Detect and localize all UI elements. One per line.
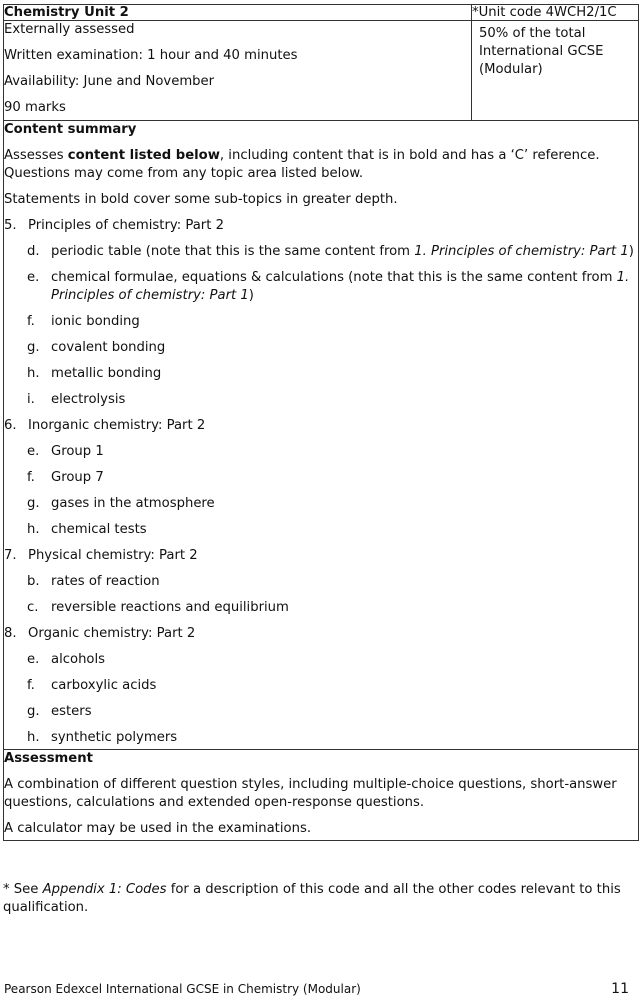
subtopic-text-part: periodic table (note that this is the same content from: [51, 244, 415, 259]
subtopic-item: [4, 269, 638, 305]
assessment-description: A combination of different question styles, including multiple-choice questions, short-answer questions, calculations and extended open-response questions.: [4, 777, 617, 810]
subtopic-item: [4, 495, 638, 513]
subtopic-text: rates of reaction: [51, 574, 160, 589]
subtopic-letter: f.: [27, 470, 35, 485]
content-intro: [4, 147, 638, 183]
topic-label: Inorganic chemistry: Part 2: [28, 418, 206, 433]
info-line: Availability: June and November: [4, 74, 215, 89]
subtopic-letter: e.: [27, 652, 40, 667]
subtopic-text: [51, 269, 638, 305]
content-summary-heading: Content summary: [4, 122, 137, 137]
subtopic-text: gases in the atmosphere: [51, 496, 215, 511]
subtopic-letter: g.: [27, 704, 40, 719]
subtopic-item: [4, 729, 638, 747]
subtopic-letter: b.: [27, 574, 40, 589]
intro-text: Assesses: [4, 148, 68, 163]
topic-number: 6.: [4, 418, 17, 433]
page-number: 11: [611, 981, 629, 997]
info-line: 90 marks: [4, 100, 66, 115]
topic-number: 7.: [4, 548, 17, 563]
subtopic-item: [4, 521, 638, 539]
subtopic-text: Group 7: [51, 470, 104, 485]
subtopic-text: esters: [51, 704, 92, 719]
calculator-note: A calculator may be used in the examinations.: [4, 821, 312, 836]
topic-item: [4, 417, 638, 435]
subtopic-text: ionic bonding: [51, 314, 140, 329]
subtopic-item: [4, 313, 638, 331]
footnote-text: * See: [3, 882, 43, 897]
unit-title: Chemistry Unit 2: [4, 5, 472, 21]
subtopic-item: [4, 243, 638, 261]
subtopic-item: [4, 651, 638, 669]
footnote: [3, 881, 623, 917]
subtopic-item: [4, 443, 638, 461]
subtopic-letter: h.: [27, 730, 40, 745]
weight-info: [472, 21, 639, 121]
subtopic-letter: g.: [27, 496, 40, 511]
subtopic-item: [4, 365, 638, 383]
subtopic-text: covalent bonding: [51, 340, 166, 355]
subtopic-letter: c.: [27, 600, 39, 615]
subtopic-text: Group 1: [51, 444, 104, 459]
footnote-text-rest: for a description of this code and all the other codes relevant to this qualification.: [3, 882, 621, 915]
subtopic-item: [4, 573, 638, 591]
subtopic-letter: g.: [27, 340, 40, 355]
bold-note: Statements in bold cover some sub-topics in greater depth.: [4, 192, 398, 207]
subtopic-letter: d.: [27, 244, 40, 259]
intro-text-rest: , including content that is in bold and has a ‘C’ reference. Questions may come from any topic area listed below.: [4, 148, 600, 181]
subtopic-letter: e.: [27, 270, 40, 285]
subtopic-text-part: chemical formulae, equations & calculations (note that this is the same content from: [51, 270, 617, 285]
topic-item: [4, 625, 638, 643]
footnote-link: Appendix 1: Codes: [42, 882, 167, 897]
subtopic-item: [4, 703, 638, 721]
subtopic-text: chemical tests: [51, 522, 147, 537]
content-summary-section: [4, 121, 639, 750]
subtopic-letter: i.: [27, 392, 35, 407]
subtopic-letter: e.: [27, 444, 40, 459]
subtopic-item: [4, 469, 638, 487]
subtopic-text: synthetic polymers: [51, 730, 178, 745]
info-line: Externally assessed: [4, 22, 135, 37]
subtopic-item: [4, 391, 638, 409]
subtopic-text-part: ): [248, 288, 254, 303]
subtopic-item: [4, 599, 638, 617]
subtopic-letter: h.: [27, 366, 40, 381]
topic-item: [4, 547, 638, 565]
subtopic-text: carboxylic acids: [51, 678, 157, 693]
subtopic-text: electrolysis: [51, 392, 126, 407]
subtopic-ref: 1. Principles of chemistry: Part 1: [51, 270, 630, 303]
topic-number: 8.: [4, 626, 17, 641]
assessment-section: [4, 750, 639, 841]
topic-number: 5.: [4, 218, 17, 233]
subtopic-letter: f.: [27, 678, 35, 693]
assessment-heading: Assessment: [4, 751, 93, 766]
subtopic-item: [4, 677, 638, 695]
topic-label: Organic chemistry: Part 2: [28, 626, 196, 641]
subtopic-letter: f.: [27, 314, 35, 329]
subtopic-text: reversible reactions and equilibrium: [51, 600, 289, 615]
subtopic-item: [4, 339, 638, 357]
weighting-text: 50% of the total International GCSE (Modular): [479, 26, 604, 77]
intro-bold: content listed below: [67, 148, 220, 163]
unit-spec-table: [3, 4, 639, 841]
info-line: Written examination: 1 hour and 40 minutes: [4, 48, 298, 63]
footer-title: Pearson Edexcel International GCSE in Chemistry (Modular): [4, 982, 361, 996]
subtopic-text: alcohols: [51, 652, 106, 667]
subtopic-text: metallic bonding: [51, 366, 162, 381]
subtopic-letter: h.: [27, 522, 40, 537]
subtopic-ref: 1. Principles of chemistry: Part 1: [414, 244, 629, 259]
subtopic-text: [51, 243, 638, 261]
topic-label: Physical chemistry: Part 2: [28, 548, 198, 563]
topic-item: [4, 217, 638, 235]
unit-code: *Unit code 4WCH2/1C: [472, 5, 639, 21]
subtopic-text-part: ): [628, 244, 634, 259]
assessment-info: [4, 21, 472, 121]
topic-label: Principles of chemistry: Part 2: [28, 218, 224, 233]
